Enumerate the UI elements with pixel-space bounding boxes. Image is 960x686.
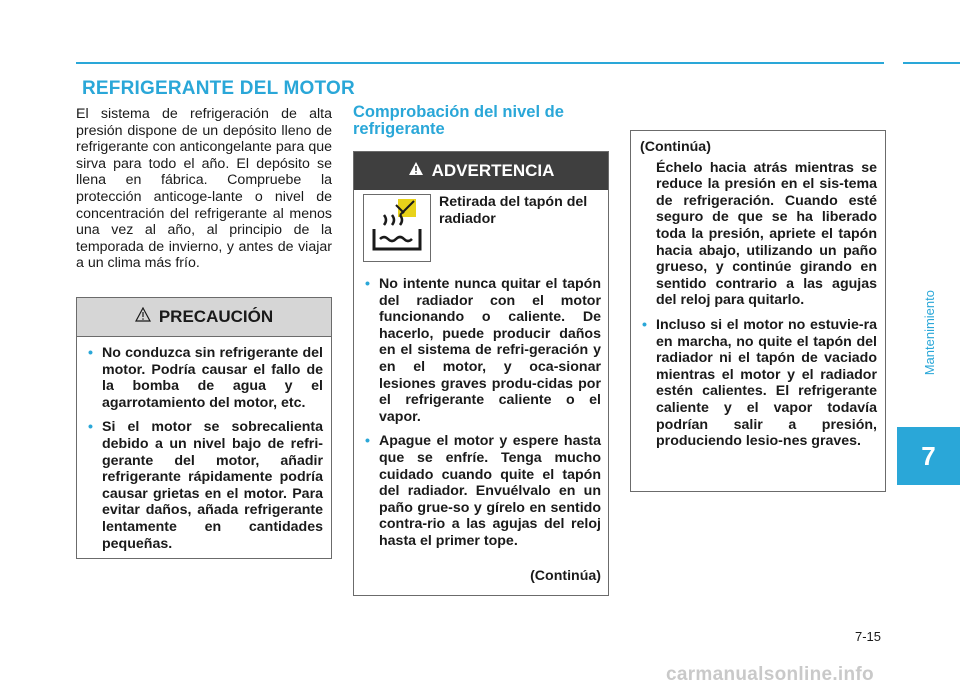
list-item: • Si el motor se sobrecalienta debido a un nivel bajo de refri-gerante del motor, añadir refrigerante rápidamente podría causar grietas en el motor. Para evitar daños, añada refrigerante lentamente en cantidades pequeñas. bbox=[88, 419, 323, 552]
bullet-icon: • bbox=[88, 419, 93, 436]
bullet-icon: • bbox=[365, 433, 370, 450]
caution-list bbox=[86, 345, 323, 552]
caution-header bbox=[77, 298, 331, 337]
page-title: REFRIGERANTE DEL MOTOR bbox=[82, 78, 355, 99]
icon-caption: Retirada del tapón del radiador bbox=[439, 194, 588, 227]
warning-title: ADVERTENCIA bbox=[431, 161, 555, 180]
page-number: 7-15 bbox=[855, 629, 882, 644]
watermark: carmanualsonline.info bbox=[666, 664, 874, 685]
continuation-paragraph: Échelo hacia atrás mientras se reduce la presión en el sis-tema de refrigeración. Cuando esté seguro de que se ha liberado toda la presión, apriete el tapón hacia abajo, utilizando un paño grueso, y continúe girando en sentido contrario a las agujas del reloj para quitarlo. bbox=[656, 159, 877, 309]
bullet-icon: • bbox=[88, 345, 93, 361]
continuation-box bbox=[630, 130, 886, 492]
chapter-number-tab: 7 bbox=[897, 427, 960, 485]
side-rule bbox=[903, 62, 960, 64]
list-item: • No conduzca sin refrigerante del motor. Podría causar el fallo de la bomba de agua y el agarrotamiento del motor, etc. bbox=[88, 345, 323, 411]
bullet-icon: • bbox=[365, 276, 370, 292]
warning-header bbox=[354, 152, 608, 190]
warning-list bbox=[363, 276, 601, 558]
list-item: • Apague el motor y espere hasta que se enfríe. Tenga mucho cuidado cuando quite el tapón del radiador. Envuélvalo en un paño grue-so y gírelo en sentido contra-rio a las agujas del reloj hasta el primer tope. bbox=[365, 433, 601, 549]
warning-triangle-icon bbox=[408, 161, 424, 181]
warning-box bbox=[353, 151, 609, 596]
continuation-header: (Continúa) bbox=[640, 139, 711, 155]
bullet-icon: • bbox=[642, 316, 647, 333]
intro-paragraph: El sistema de refrigeración de alta presión dispone de un depósito lleno de refrigerante con anticongelante para que sirva para todo el año. El depósito se llena en fábrica. Compruebe la protección anticoge-lante o nivel de concentración del refrigerante al menos una vez al año, al principio de la temporada de invierno, y antes de viajar a un clima más frío. bbox=[76, 106, 332, 272]
caution-title: PRECAUCIÓN bbox=[158, 307, 274, 326]
chapter-side-label: Mantenimiento bbox=[922, 290, 937, 376]
continued-label: (Continúa) bbox=[530, 568, 601, 584]
top-rule bbox=[76, 62, 884, 64]
caution-box bbox=[76, 297, 332, 559]
list-item: • Incluso si el motor no estuvie-ra en marcha, no quite el tapón del radiador ni el tapón de vaciado mientras el motor y el radiador estén calientes. El refrigerante caliente y el vapor todavía podrían salir a presión, produciendo lesio-nes graves. bbox=[642, 316, 877, 450]
caution-triangle-icon bbox=[135, 307, 151, 327]
list-item: • No intente nunca quitar el tapón del radiador con el motor funcionando o caliente. De hacerlo, puede producir daños en el sistema de refri-geración y en el motor, y oca-sionar lesiones graves produ-cidas por el refrigerante caliente o el vapor. bbox=[365, 276, 601, 425]
radiator-cap-icon bbox=[363, 194, 431, 262]
section-heading: Comprobación del nivel de refrigerante bbox=[353, 103, 564, 138]
continuation-list bbox=[640, 317, 877, 450]
